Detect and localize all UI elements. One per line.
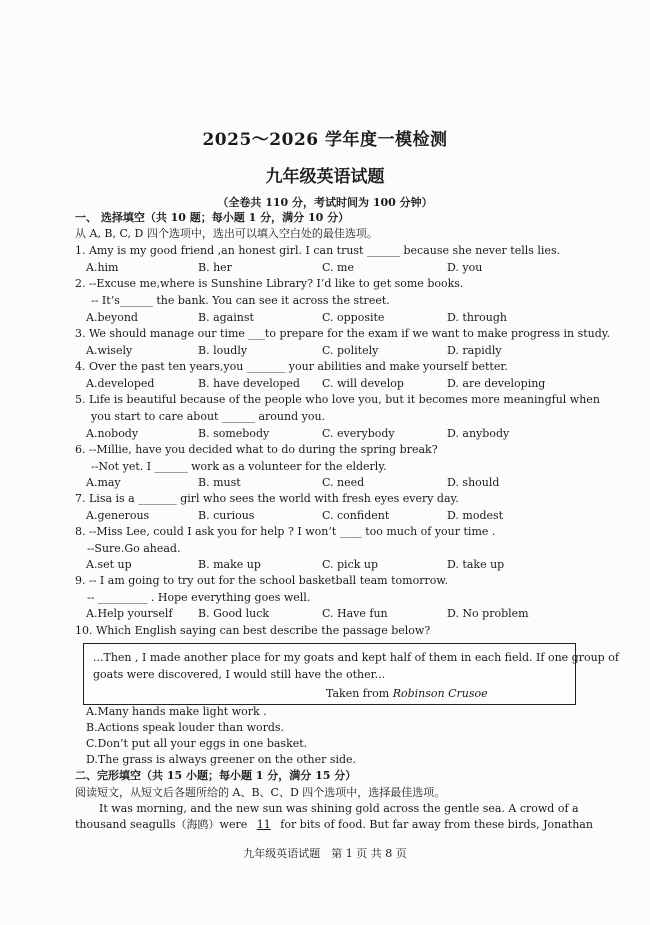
question-8: 8. --Miss Lee, could I ask you for help ? I won’t ____ too much of your time . — [75, 525, 496, 538]
q3-option-c: C. politely — [322, 344, 379, 357]
question-6: 6. --Millie, have you decided what to do during the spring break? — [75, 443, 438, 456]
q5-option-a: A.nobody — [86, 427, 139, 440]
section1-heading: 一、 选择填空（共 10 题；每小题 1 分，满分 10 分） — [75, 211, 350, 224]
q7-option-d: D. modest — [447, 509, 504, 522]
q5-option-c: C. everybody — [322, 427, 395, 440]
source-prefix: Taken from — [326, 687, 393, 700]
q3-option-b: B. loudly — [198, 344, 248, 357]
q7-option-a: A.generous — [86, 509, 150, 522]
q9-option-b: B. Good luck — [198, 607, 270, 620]
q4-option-b: B. have developed — [198, 377, 300, 390]
q8-option-a: A.set up — [86, 558, 132, 571]
q9-option-c: C. Have fun — [322, 607, 388, 620]
cloze-blank-11[interactable]: 11 — [256, 818, 271, 831]
q8-option-b: B. make up — [198, 558, 261, 571]
exam-title: 2025～2026 学年度一模检测 — [202, 130, 448, 150]
passage-source — [326, 687, 488, 700]
q3-option-a: A.wisely — [86, 344, 133, 357]
q7-option-c: C. confident — [322, 509, 390, 522]
question-3: 3. We should manage our time ___to prepare for the exam if we want to make progress in study. — [75, 327, 611, 340]
question-9: 9. -- I am going to try out for the school basketball team tomorrow. — [75, 574, 448, 587]
passage-box — [83, 643, 619, 705]
question-1: 1. Amy is my good friend ,an honest girl. I can trust ______ because she never tells lies. — [75, 244, 561, 257]
q5-option-b: B. somebody — [198, 427, 270, 440]
page-footer: 九年级英语试题 第 1 页 共 8 页 — [243, 847, 407, 860]
cloze-line-2 — [75, 818, 593, 832]
q6-option-c: C. need — [322, 476, 365, 489]
question-8-reply: --Sure.Go ahead. — [87, 542, 181, 555]
q4-option-a: A.developed — [86, 377, 155, 390]
q6-option-b: B. must — [198, 476, 241, 489]
q2-option-c: C. opposite — [322, 311, 385, 324]
passage-line-2: goats were discovered, I would still have the other... — [93, 668, 386, 681]
cloze-line-2-start: thousand seagulls（海鸥）were — [75, 818, 248, 831]
passage-line-1: ...Then , I made another place for my goats and kept half of them in each field. If one group of — [93, 651, 619, 664]
q1-option-a: A.him — [86, 261, 119, 274]
question-2: 2. --Excuse me,where is Sunshine Library? I’d like to get some books. — [75, 277, 464, 290]
source-title: Robinson Crusoe — [392, 687, 488, 700]
q7-option-b: B. curious — [198, 509, 255, 522]
question-5-cont: you start to care about ______ around you. — [91, 410, 326, 423]
exam-subtitle: 九年级英语试题 — [265, 167, 385, 187]
q2-option-d: D. through — [447, 311, 508, 324]
q8-option-d: D. take up — [447, 558, 505, 571]
q2-option-a: A.beyond — [86, 311, 138, 324]
exam-note: （全卷共 110 分，考试时间为 100 分钟） — [217, 196, 433, 209]
q8-option-c: C. pick up — [322, 558, 379, 571]
section2-instruction: 阅读短文，从短文后各题所给的 A、B、C、D 四个选项中，选择最佳选项。 — [75, 786, 446, 799]
question-9-reply: -- _________ . Hope everything goes well. — [87, 591, 311, 604]
section1-instruction: 从 A, B, C, D 四个选项中，选出可以填入空白处的最佳选项。 — [75, 227, 378, 240]
q10-option-a: A.Many hands make light work . — [86, 705, 267, 718]
cloze-line-2-end: for bits of food. But far away from these birds, Jonathan — [280, 818, 593, 831]
q1-option-b: B. her — [198, 261, 232, 274]
q10-option-b: B.Actions speak louder than words. — [86, 721, 285, 734]
question-4: 4. Over the past ten years,you _______ your abilities and make yourself better. — [75, 360, 508, 373]
q10-option-d: D.The grass is always greener on the other side. — [86, 753, 357, 766]
q6-option-a: A.may — [86, 476, 121, 489]
q2-option-b: B. against — [198, 311, 254, 324]
question-2-reply: -- It’s______ the bank. You can see it across the street. — [91, 294, 390, 307]
question-5: 5. Life is beautiful because of the people who love you, but it becomes more meaningful when — [75, 393, 600, 406]
q6-option-d: D. should — [447, 476, 500, 489]
q1-option-d: D. you — [447, 261, 483, 274]
q3-option-d: D. rapidly — [447, 344, 502, 357]
q10-option-c: C.Don’t put all your eggs in one basket. — [86, 737, 308, 750]
section2-heading: 二、完形填空（共 15 小题；每小题 1 分，满分 15 分） — [75, 769, 357, 782]
cloze-line-1: It was morning, and the new sun was shining gold across the gentle sea. A crowd of a — [99, 802, 579, 815]
question-7: 7. Lisa is a _______ girl who sees the world with fresh eyes every day. — [75, 492, 459, 505]
q1-option-c: C. me — [322, 261, 354, 274]
q4-option-d: D. are developing — [447, 377, 546, 390]
q4-option-c: C. will develop — [322, 377, 404, 390]
q5-option-d: D. anybody — [447, 427, 510, 440]
q9-option-a: A.Help yourself — [86, 607, 173, 620]
question-10: 10. Which English saying can best describe the passage below? — [75, 624, 431, 637]
question-6-reply: --Not yet. I ______ work as a volunteer for the elderly. — [91, 460, 387, 473]
q9-option-d: D. No problem — [447, 607, 529, 620]
